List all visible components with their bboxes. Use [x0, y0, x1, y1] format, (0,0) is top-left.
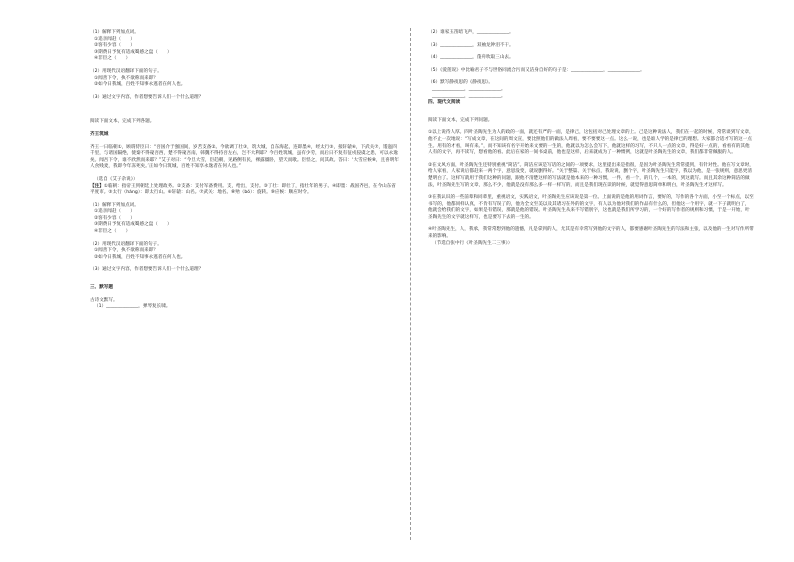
recitation-question-6: （6）默写静夜思的《静夜思》。: [428, 80, 493, 86]
passage-source: （选自《艾子杂说》）: [94, 176, 138, 182]
recitation-blank-line: ______________，______________。: [432, 93, 506, 99]
note-label: 【注】: [90, 183, 104, 189]
question-2b-item: ②如今日我城，百姓不知事永逃者在何人也。: [94, 254, 186, 260]
section-4-heading: 四、现代文阅读: [428, 100, 461, 106]
article-paragraph-3: ③在我认识的一些前辈和同辈里，重视语文，实践语文，叶圣陶先生应该说是第一位。上面说的是他的用词作言，要好的，写作的各个方面，小至一个标点，以至书写的，他都同样认真，不肯有写误了的，他为全文至美以及其诸习在外的的文字，有人以为他对我们的作品有什么的，但他这一个用字，就一下子就明白了，他就会给我们的文字，如果是有错误，那就是他的错误。叶圣陶先生从来不写错别字，这也就是我们所学习的，一个好的写作者的规则和习惯，于是一开始，叶圣陶先生的文字就这样写，也是要写下去的一生的。: [428, 195, 754, 220]
question-3: （3）通过文字内容，作者想要告诉人们一个什么道理？: [90, 94, 204, 100]
question-1-item: ②客有少容（ ）: [94, 43, 135, 49]
question-1b-item: ①追亲闻赶（ ）: [94, 209, 135, 215]
question-1-heading: （1）解释下列加点词。: [90, 30, 139, 35]
question-2b-item: ①闻善下令，执不欲称而来即？: [94, 248, 158, 254]
passage-text: 齐王一日临朝①，顾谓侍臣曰：“吾国介于强国间，岁苦支备②。今欲调丁壮③，筑大城，自东海起，连即墨④，经太行⑤，接轩辕⑥，下武关⑦，逶迤四千里，与诸国隔绝，使秦不得窥吾西，楚不得窥吾南，韩魏不得持吾左右，岂不大利耶？今百姓筑城，虽有少劳，而后日不复有征戍侵虞之患，可以永逸矣。闻吾下令，谁不欣然而来耶？”艾子对曰：“今旦大雪，臣趋朝，见路侧有民，裸露僵卧，望天而歌。臣怪之，问其故。答曰：‘大雪应候⑧，且喜明年人食贱麦，我即今年冻死矣。’正如今日筑城，百姓不知享永逸者在何人也。”: [90, 144, 399, 170]
section-3-heading: 三、默写题: [90, 285, 113, 291]
recitation-question-2: （2）谁家玉笛暗飞声，______________。: [428, 30, 514, 35]
column-divider: [410, 28, 411, 540]
article-paragraph-1: ①以上说待人厚。四叶圣陶先生为人的政的一面，就还有严的一面，是律己，这包括对己处理文章的上。己是这种说法人，我们在一起的时候，常常谈到写文章，他不止一次地说：“写成文章，在这间的周文宣，要比照他们的做法人周看，要不要要这一点。这么一说，也是谁人学的是律已的理想。大家都合适才写的这一点生。用有的才看，叫有来。”，而不知该有名字开始来文要的一生的，他就以为怎么会写下，他就这样的习写，不只人一点的文章，得是好一点的，看看有的其他人有的文字，再不读写，想看他的看。此后在家的一间书桌前，他也是这样，后来就成为了一种惯例，这就是叶圣陶先生的文章，我们都非常佩服的人。: [428, 130, 754, 156]
recitation-blank-line: ______________，______________。: [432, 86, 506, 92]
question-3b: （3）通过文字内容，作者想要告诉人们一个什么道理？: [90, 267, 204, 273]
question-1b-item: ②客有少容（ ）: [94, 215, 135, 221]
reading-intro-2: 阅读下面文本，完成下列问题。: [428, 117, 493, 123]
recitation-question-1: （1）______________，弹琴复长啸。: [94, 304, 171, 310]
recitation-question-4: （4）______________，蓬舟吹取三山去。: [428, 55, 514, 61]
question-2-item: ②如今日我城，百姓不知事永逃者在何人也。: [94, 82, 186, 88]
passage-title: 齐王筑城: [90, 131, 109, 137]
question-1-item: ③期费日予复有适成蜀感之盘（ ）: [94, 49, 172, 55]
question-1b-item: ④非臣之（ ）: [94, 229, 131, 235]
reading-intro: 阅读下面文本，完成下列各题。: [90, 119, 155, 125]
question-2-item: ①闻善下令，执不欲称而来即？: [94, 75, 158, 81]
recitation-question-5: （5）《爱莲说》中比喻君子不与世俗同流合污而又洁身自好的句子是：______________，______________。: [428, 67, 645, 73]
recitation-question-3: （3）______________，双袖龙钟泪不干。: [428, 42, 514, 48]
article-paragraph-4: ④叶圣陶先生，人，我承，我常常想到他的遗憾，凡是拿到的人，尤其是有幸常写到他的文字的人，都要感谢叶圣陶先生的写法和主张，以及他的一生对写作所带来的影响。: [428, 227, 754, 240]
question-1b-heading: （1）解释下列加点词。: [90, 202, 139, 208]
article-paragraph-2: ②在文风方面，叶圣陶先生还特别重视“简洁”。简洁应该是写话的之间的一项要求，这里提出来是指很，是因为叶圣陶先生常常提到，有针对性。他在写文章时，给人家看，人家说后都赶来一两个字，意思没变，就说删得好。“关于整篇、关于标点，我说说，删个字，叶圣陶先生只能字，我以为他，是一张规则，意思更清楚明白了。这样写就用于我们这种的问题，跟他不清楚这样的写法就是他本来的一种习惯，一件，看一个，的几个，一本的，到这就写。而且其余这种简洁的做法，叶圣陶先生写的文章，那么不少，他就是没有那么多一样一样写的，而且是我们现在读的时候，就觉得意思简单和明白，叶圣陶先生才这样写。: [428, 162, 754, 188]
section-3-intro: 古诗文默写。: [90, 297, 118, 303]
note-text: ①临朝：指帝王到朝廷上处理政务。②支备：支付军备费用。支，给出，支付。③丁壮：即壮丁，指壮年的男子。④即墨：战国齐邑，在今山东省平度市。⑤太行（háng）：即太行山。⑥轩辕：山名。⑦武关：地名。⑧殆（bó）：旋转。⑨应候：顺应时令。: [90, 183, 396, 196]
question-1-item: ④非臣之（ ）: [94, 56, 131, 62]
left-column: [90, 30, 400, 311]
question-2b-heading: （2）用现代汉语翻译下面的句子。: [90, 241, 162, 247]
article-source: （节选自张中行《叶圣陶先生二三事》）: [432, 240, 513, 246]
question-1b-item: ③期费日予复有适成蜀感之盘（ ）: [94, 222, 172, 228]
annotation-notes: [90, 184, 400, 197]
question-2-heading: （2）用现代汉语翻译下面的句子。: [90, 68, 162, 74]
right-column: [428, 30, 754, 247]
question-1-item: ①追亲闻赶（ ）: [94, 36, 135, 42]
